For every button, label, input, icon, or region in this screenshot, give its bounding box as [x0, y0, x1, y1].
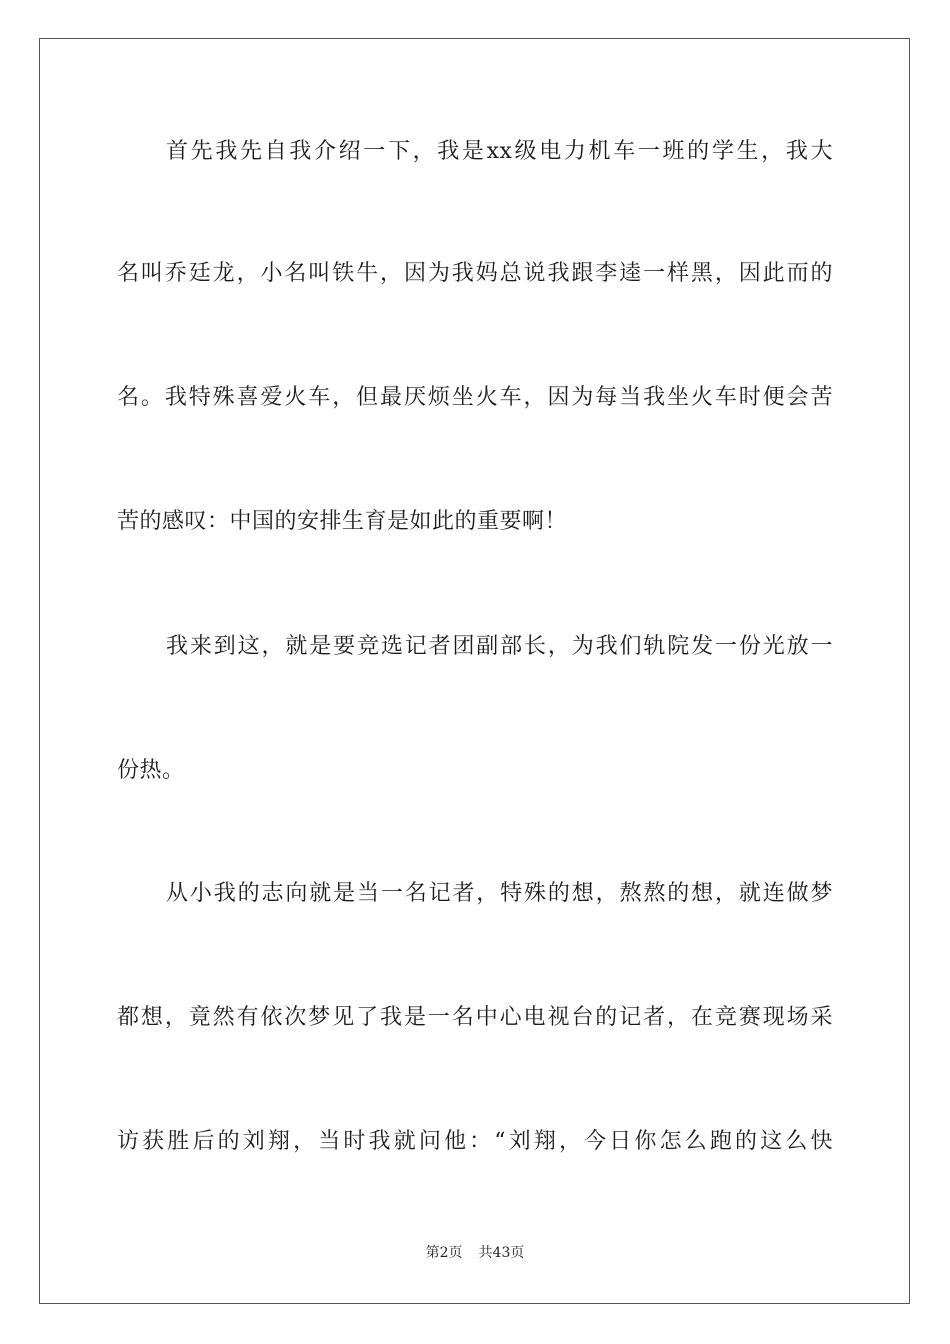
paragraph-3-line-3: 访获胜后的刘翔，当时我就问他：“刘翔，今日你怎么跑的这么快: [117, 1129, 833, 1154]
paragraph-2-line-2: 份热。: [117, 758, 185, 783]
paragraph-1-line-4: 苦的感叹：中国的安排生育是如此的重要啊！: [117, 509, 568, 534]
paragraph-3-line-1: 从小我的志向就是当一名记者，特殊的想，熬熬的想，就连做梦: [166, 881, 833, 906]
page-footer: [0, 1243, 950, 1263]
paragraph-2-line-1: 我来到这，就是要竞选记者团副部长，为我们轨院发一份光放一: [166, 634, 833, 659]
paragraph-3-line-2: 都想，竟然有依次梦见了我是一名中心电视台的记者，在竞赛现场采: [117, 1005, 833, 1030]
page-border: [39, 38, 910, 1304]
paragraph-1-line-3: 名。我特殊喜爱火车，但最厌烦坐火车，因为每当我坐火车时便会苦: [117, 385, 833, 410]
paragraph-1-line-2: 名叫乔廷龙，小名叫铁牛，因为我妈总说我跟李逵一样黑，因此而的: [117, 261, 833, 286]
paragraph-1-line-1: 首先我先自我介绍一下，我是xx级电力机车一班的学生，我大: [166, 139, 833, 164]
total-pages: 共43页: [478, 1245, 525, 1261]
page-number: 第2页: [425, 1245, 463, 1261]
